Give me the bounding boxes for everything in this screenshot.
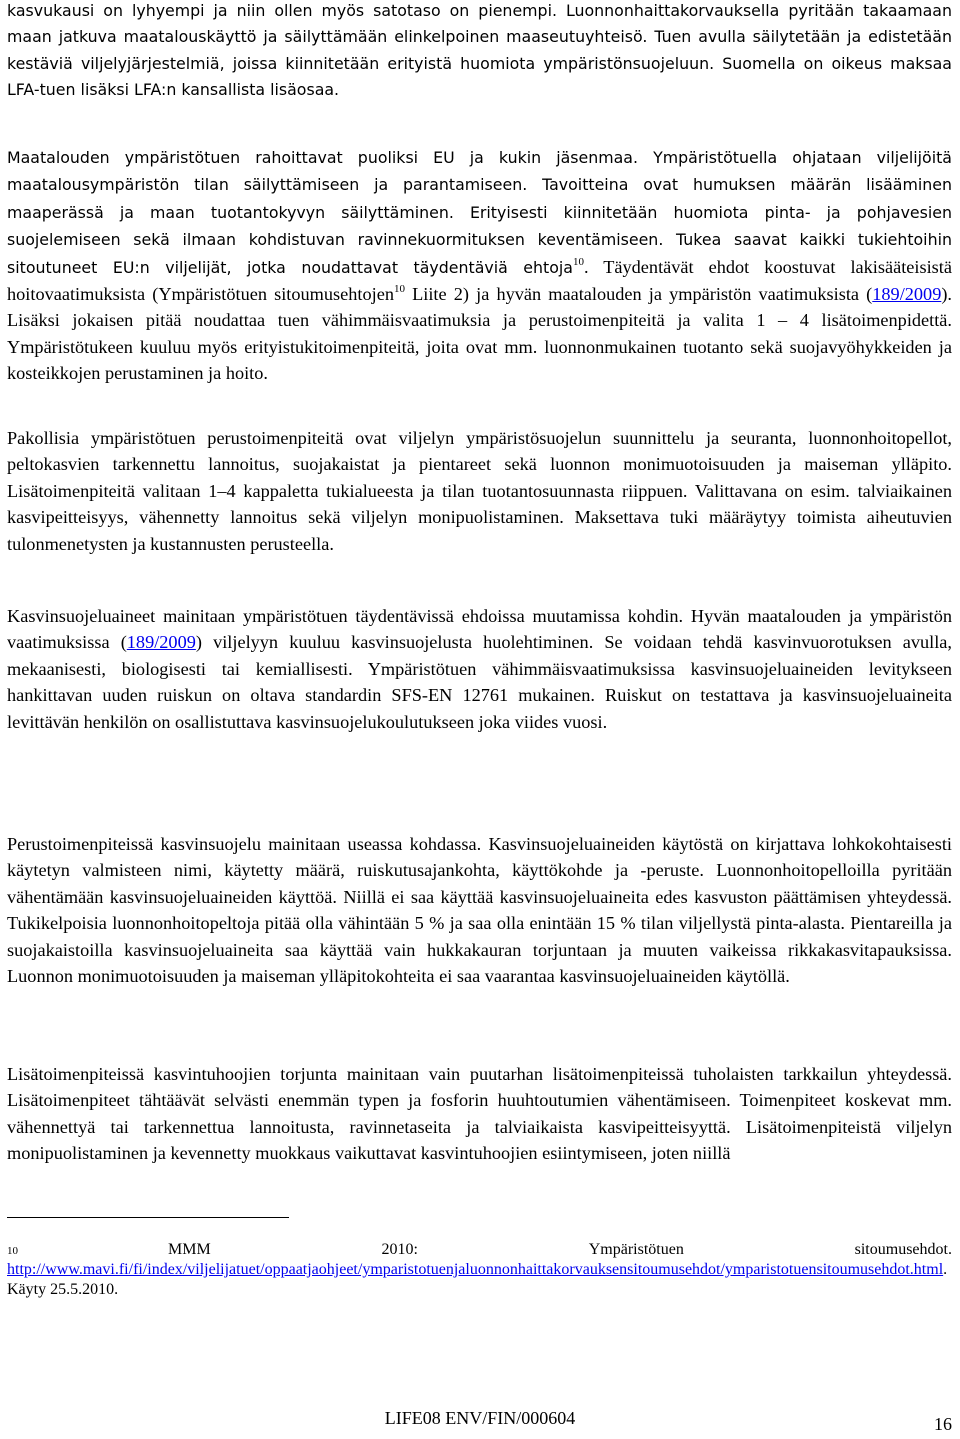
paragraph-text: Kasvinsuojeluaineet mainitaan ympäristötuen täydentävissä ehdoissa muutamissa kohdin. Hyvän maatalouden ja ympäristön vaatimuksissa ( [7, 606, 952, 653]
paragraph-perustoimenpiteet: Pakollisia ympäristötuen perustoimenpiteitä ovat viljelyn ympäristösuojelun suunnittelu ja seuranta, luonnonhoitopellot, peltokasvien tarkennettu lannoitus, suojakaistat ja pientareet sekä luonnon monimuotoisuuden ja maiseman ylläpito. Lisätoimenpiteitä valitaan 1–4 kappaletta tukialueesta ja tilan tuotantosuunnasta riippuen. Valittavana on esim. talviaikainen kasvipeitteisyys, vähennetty lannoitus sekä viljelyn monipuolistaminen. Maksettava tuki määräytyy toimista aiheutuvien tulonmenetysten ja kustannusten perusteella. [7, 428, 952, 554]
page-footer-code: LIFE08 ENV/FIN/000604 [384, 1408, 576, 1428]
footnote-separator [7, 1217, 289, 1218]
paragraph-text: Liite 2) ja hyvän maatalouden ja ympäristön vaatimuksista ( [404, 284, 873, 305]
paragraph-ymparistotuki-intro: Maatalouden ympäristötuen rahoittavat puoliksi EU ja kukin jäsenmaa. Ympäristötuella ohjataan viljelijöitä maatalousympäristön tilan säilyttämiseen ja parantamiseen. Tavoitteina ovat humuksen määrän lisääminen maaperässä ja maan tuotantokyvyn säilyttäminen. Erityisesti kiinnitetään huomiota pinta- ja pohjavesien suojelemiseen sekä ilmaan kohdistuvan ravinnekuormituksen keventämiseen. Tukea saavat kaikki tukiehtoihin sitoutuneet EU:n viljelijät, jotka noudattavat täydentäviä ehtoja [7, 148, 952, 277]
footnote-title-word: Ympäristötuen [588, 1241, 684, 1258]
footnote-first-line: 10 MMM 2010: Ympäristötuen sitoumusehdot. [7, 1241, 952, 1258]
paragraph-lfa: kasvukausi on lyhyempi ja niin ollen myös satotaso on pienempi. Luonnonhaittakorvauksella pyritään takaamaan maan jatkuva maatalouskäyttö ja säilyttämään elinkelpoinen maaseutuyhteisö. Tuen avulla säilytetään ja edistetään kestäviä viljelyjärjestelmiä, joissa kiinnitetään erityistä huomiota ympäristönsuojeluun. Suomella on oikeus maksaa LFA-tuen lisäksi LFA:n kansallista lisäosaa. [7, 1, 952, 100]
paragraph-lisatoimenpiteet: Lisätoimenpiteissä kasvintuhoojien torjunta mainitaan vain puutarhan lisätoimenpiteissä tuholaisten tarkkailun yhteydessä. Lisätoimenpiteet tähtäävät selvästi enemmän typen ja fosforin huuhtoutumien vähentämiseen. Toimenpiteet koskevat mm. vähennettyä tai tarkennettua lannoitusta, ravinnetaseita ja talviaikaista kasvipeitteisyyttä. Lisätoimenpiteistä viljelyn monipuolistaminen ja kevennetty muokkaus vaikuttavat kasvintuhoojien esiintymiseen, joten niillä [7, 1064, 952, 1164]
footnote-title-word: sitoumusehdot. [854, 1241, 952, 1258]
regulation-link[interactable]: 189/2009 [872, 284, 942, 305]
footnote-year: 2010: [381, 1241, 418, 1258]
paragraph-text: . Täydentävät ehdot koostuvat lakisääteisistä hoitovaatimuksista (Ympäristötuen sitoumusehtojen [7, 256, 952, 305]
footnote-url-link[interactable]: http://www.mavi.fi/fi/index/viljelijatuet/oppaatjaohjeet/ymparistotuenjaluonnonhaittakorvauksensitoumusehdot/ymparistotuensitoumusehdot.html [7, 1261, 944, 1278]
footnote-url-line [7, 1260, 952, 1300]
footnote-ref: 10 [393, 283, 405, 296]
page-number: 16 [934, 1414, 952, 1434]
regulation-link[interactable]: 189/2009 [126, 632, 196, 653]
footnote-ref: 10 [572, 255, 584, 268]
paragraph-kasvinsuojeluaineet [7, 603, 952, 735]
paragraph-kasvinsuojelu-perustoimenpiteet: Perustoimenpiteissä kasvinsuojelu mainitaan useassa kohdassa. Kasvinsuojeluaineiden käytöstä on kirjattava lohkokohtaisesti käytetyn valmisteen nimi, käytetty määrä, ruiskutusajankohta, käyttökohde ja -peruste. Luonnonhoitopelloilla pyritään vähentämään kasvinsuojeluaineiden käyttöä. Niillä ei saa käyttää kasvinsuojeluaineita edes kasvuston päättämisen yhteydessä. Tukikelpoisia luonnonhoitopeltoja pitää olla vähintään 5 % ja saa olla enintään 15 % tilan viljellystä pinta-alasta. Pientareilla ja suojakaistoilla kasvinsuojeluaineita saa käyttää vain hukkakauran torjuntaan ja muuten vaikeissa rikkakasvitapauksissa. Luonnon monimuotoisuuden ja maiseman ylläpitokohteita ei saa vaarantaa kasvinsuojeluaineiden käytöllä. [7, 834, 952, 987]
paragraph-text: ) viljelyyn kuuluu kasvinsuojelusta huolehtiminen. Se voidaan tehdä kasvinvuorotuksen avulla, mekaanisesti, biologisesti tai kemiallisesti. Ympäristötuen vähimmäisvaatimuksissa kasvinsuojeluaineiden levitykseen hankittavan uuden ruiskun on oltava standardin SFS-EN 12761 mukainen. Ruiskut on testattava ja kasvinsuojeluaineita levittävän henkilön on osallistuttava kasvinsuojelukoulutukseen joka viides vuosi. [7, 632, 952, 732]
footnote [7, 1240, 952, 1300]
footnote-citation [168, 1240, 952, 1260]
paragraph-ymparistotuki [7, 144, 952, 387]
footnote-accessed: . Käyty 25.5.2010. [7, 1261, 948, 1298]
paragraph-text: ). Lisäksi jokaisen pitää noudattaa tuen vähimmäisvaatimuksia ja perustoimenpiteitä ja valita 1 – 4 lisätoimenpidettä. Ympäristötukeen kuuluu myös erityistukitoimenpiteitä, joita ovat mm. luonnonmukainen tuotanto sekä suojavyöhykkeiden ja kosteikkojen perustaminen ja hoito. [7, 284, 953, 384]
footnote-author: MMM [168, 1241, 211, 1258]
